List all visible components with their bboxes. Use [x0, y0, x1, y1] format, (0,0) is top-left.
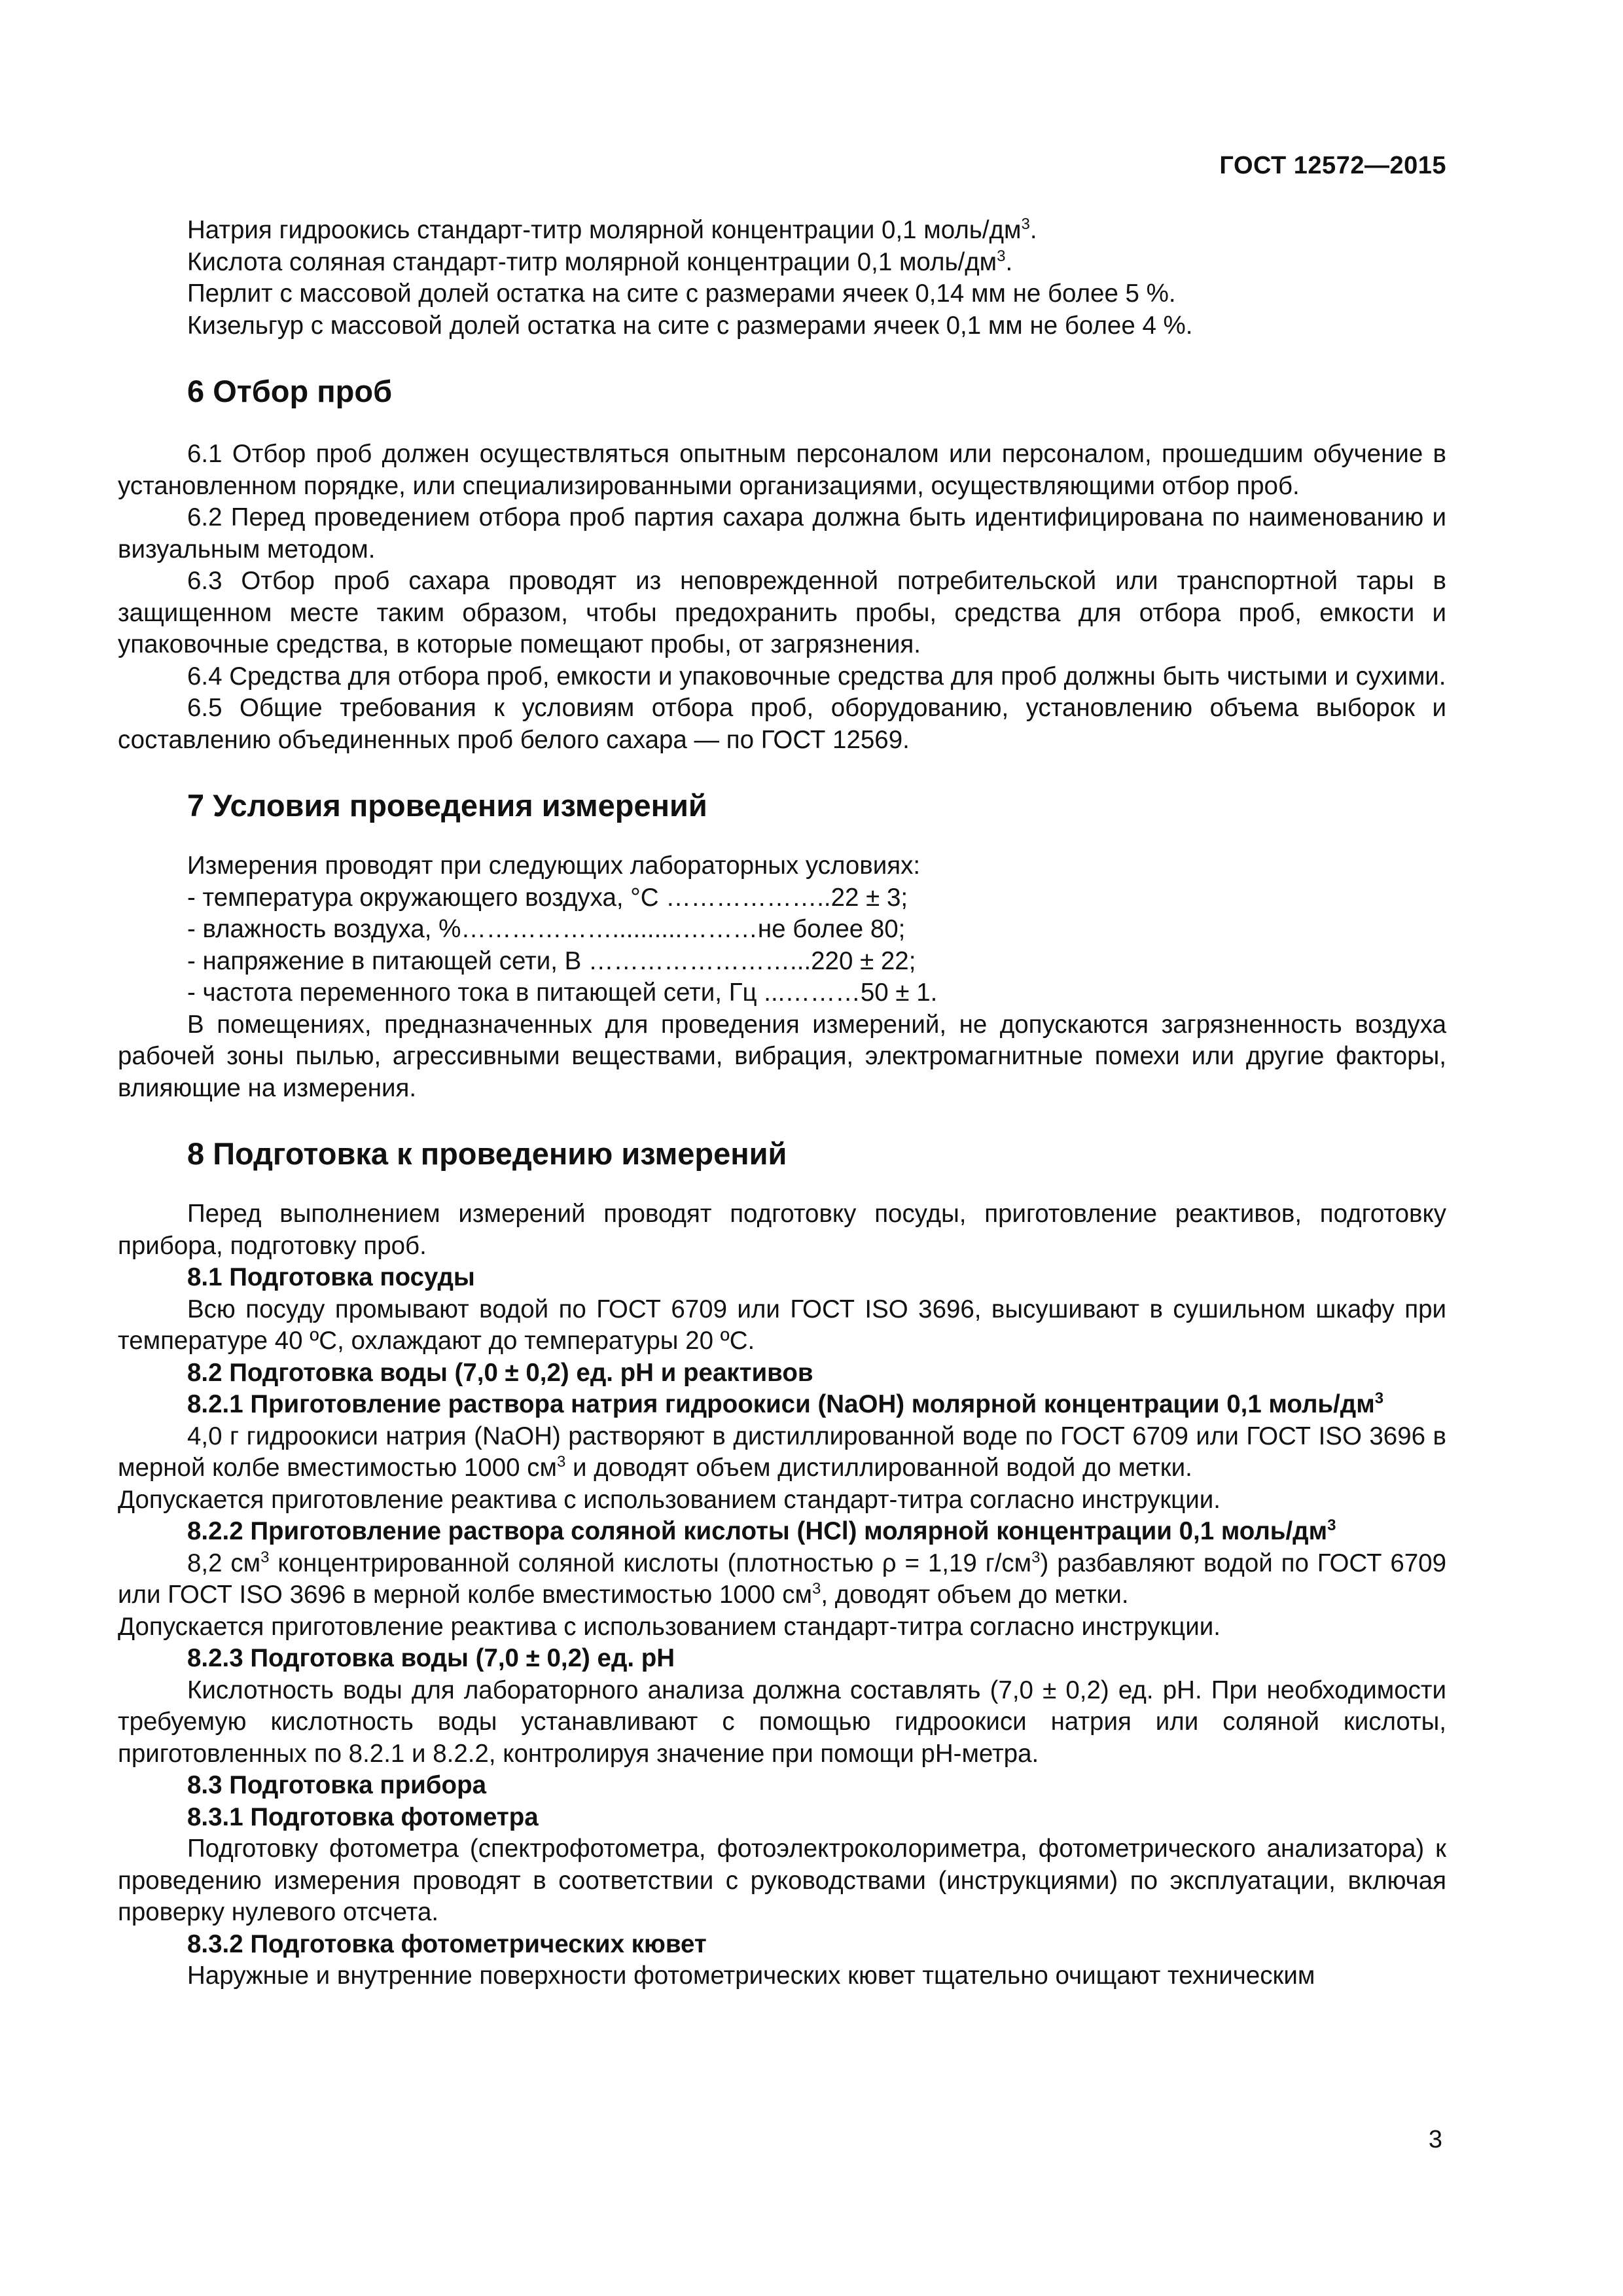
- condition-frequency: - частота переменного тока в питающей сети, Гц ...………50 ± 1.: [187, 978, 938, 1007]
- paragraph-8-2-2-b: Допускается приготовление реактива с использованием стандарт-титра согласно инструкции.: [118, 1612, 1221, 1641]
- reagent-line-perlite: Перлит с массовой долей остатка на сите с размерами ячеек 0,14 мм не более 5 %.: [187, 279, 1176, 308]
- paragraph-6-1: 6.1 Отбор проб должен осуществляться опытным персоналом или персоналом, прошедшим обучение в установленном порядке, или специализированными организациями, осуществляющими отбор проб.: [118, 440, 1446, 500]
- paragraph-8-1: Всю посуду промывают водой по ГОСТ 6709 или ГОСТ ISO 3696, высушивают в сушильном шкафу при температуре 40 ºС, охлаждают до температуры 20 ºС.: [118, 1295, 1446, 1355]
- reagent-line-hcl: Кислота соляная стандарт-титр молярной концентрации 0,1 моль/$дм^3$.: [187, 247, 1013, 276]
- subsection-8-3-heading: 8.3 Подготовка прибора: [187, 1771, 486, 1799]
- subsection-8-1-heading: 8.1 Подготовка посуды: [187, 1263, 475, 1291]
- paragraph-8-2-1-b: Допускается приготовление реактива с использованием стандарт-титра согласно инструкции.: [118, 1485, 1221, 1514]
- section-7-heading: 7 Условия проведения измерений: [187, 788, 707, 823]
- subsection-8-3-2-heading: 8.3.2 Подготовка фотометрических кювет: [187, 1929, 707, 1958]
- subsection-8-2-3-heading: 8.2.3 Подготовка воды (7,0 ± 0,2) ед. рН: [187, 1644, 675, 1672]
- subsection-8-2-2-heading: 8.2.2 Приготовление раствора соляной кислоты (HCl) молярной концентрации 0,1 моль/$дм^3$: [187, 1516, 1336, 1545]
- paragraph-6-3: 6.3 Отбор проб сахара проводят из неповрежденной потребительской или транспортной тары в защищенном месте таким образом, чтобы предохранить пробы, средства для отбора проб, емкости и упаковочные средства, в которые помещают пробы, от загрязнения.: [118, 567, 1446, 658]
- subsection-8-2-heading: 8.2 Подготовка воды (7,0 ± 0,2) ед. рН и реактивов: [187, 1358, 813, 1387]
- paragraph-6-5: 6.5 Общие требования к условиям отбора проб, оборудованию, установлению объема выборок и составлению объединенных проб белого сахара — по ГОСТ 12569.: [118, 694, 1446, 754]
- subsection-8-2-1-heading: 8.2.1 Приготовление раствора натрия гидроокиси (NaOH) молярной концентрации 0,1 моль/$дм^3$: [187, 1390, 1384, 1418]
- paragraph-8-2-2-a: 8,2 $см^3$ концентрированной соляной кислоты (плотностью ρ = 1,19 $г/см^3$) разбавляют водой по ГОСТ 6709 или ГОСТ ISO 3696 в мерной колбе вместимостью 1000 $см^3$, доводят объем до метки.: [118, 1548, 1446, 1609]
- section-8-heading: 8 Подготовка к проведению измерений: [187, 1136, 787, 1171]
- paragraph-8-2-1-a: 4,0 г гидроокиси натрия (NaOH) растворяют в дистиллированной воде по ГОСТ 6709 или ГОСТ ISO 3696 в мерной колбе вместимостью 1000 $см^3$ и доводят объем дистиллированной водой до метки.: [118, 1422, 1446, 1482]
- page-number: 3: [1428, 2126, 1442, 2153]
- condition-temperature: - температура окружающего воздуха, °С ………………..22 ± 3;: [187, 883, 908, 912]
- paragraph-6-4: 6.4 Средства для отбора проб, емкости и упаковочные средства для проб должны быть чистыми и сухими.: [187, 662, 1446, 691]
- condition-humidity: - влажность воздуха, %………………..........………не более 80;: [187, 915, 906, 943]
- reagent-line-naoh: Натрия гидроокись стандарт-титр молярной концентрации 0,1 моль/$дм^3$.: [187, 215, 1037, 244]
- condition-voltage: - напряжение в питающей сети, В ……………………...220 ± 22;: [187, 946, 916, 975]
- page-content: [118, 215, 1446, 1992]
- conditions-intro: Измерения проводят при следующих лабораторных условиях:: [187, 852, 921, 880]
- paragraph-6-2: 6.2 Перед проведением отбора проб партия сахара должна быть идентифицирована по наименованию и визуальным методом.: [118, 503, 1446, 564]
- document-id-header: ГОСТ 12572—2015: [1219, 152, 1446, 179]
- section-8-intro: Перед выполнением измерений проводят подготовку посуды, приготовление реактивов, подготовку прибора, подготовку проб.: [118, 1200, 1446, 1260]
- subsection-8-3-1-heading: 8.3.1 Подготовка фотометра: [187, 1803, 539, 1831]
- section-6-heading: 6 Отбор проб: [187, 374, 393, 408]
- conditions-restrictions: В помещениях, предназначенных для проведения измерений, не допускаются загрязненность воздуха рабочей зоны пылью, агрессивными веществами, вибрация, электромагнитные помехи или другие факторы, влияющие на измерения.: [118, 1010, 1446, 1102]
- reagent-line-kieselguhr: Кизельгур с массовой долей остатка на сите с размерами ячеек 0,1 мм не более 4 %.: [187, 311, 1193, 340]
- paragraph-8-2-3: Кислотность воды для лабораторного анализа должна составлять (7,0 ± 0,2) ед. рН. При необходимости требуемую кислотность воды устанавливают с помощью гидроокиси натрия или соляной кислоты, приготовленных по 8.2.1 и 8.2.2, контролируя значение при помощи рН-метра.: [118, 1676, 1446, 1768]
- paragraph-8-3-2: Наружные и внутренние поверхности фотометрических кювет тщательно очищают техническим: [187, 1962, 1315, 1990]
- paragraph-8-3-1: Подготовку фотометра (спектрофотометра, фотоэлектроколориметра, фотометрического анализатора) к проведению измерения проводят в соответствии с руководствами (инструкциями) по эксплуатации, включая проверку нулевого отсчета.: [118, 1835, 1446, 1926]
